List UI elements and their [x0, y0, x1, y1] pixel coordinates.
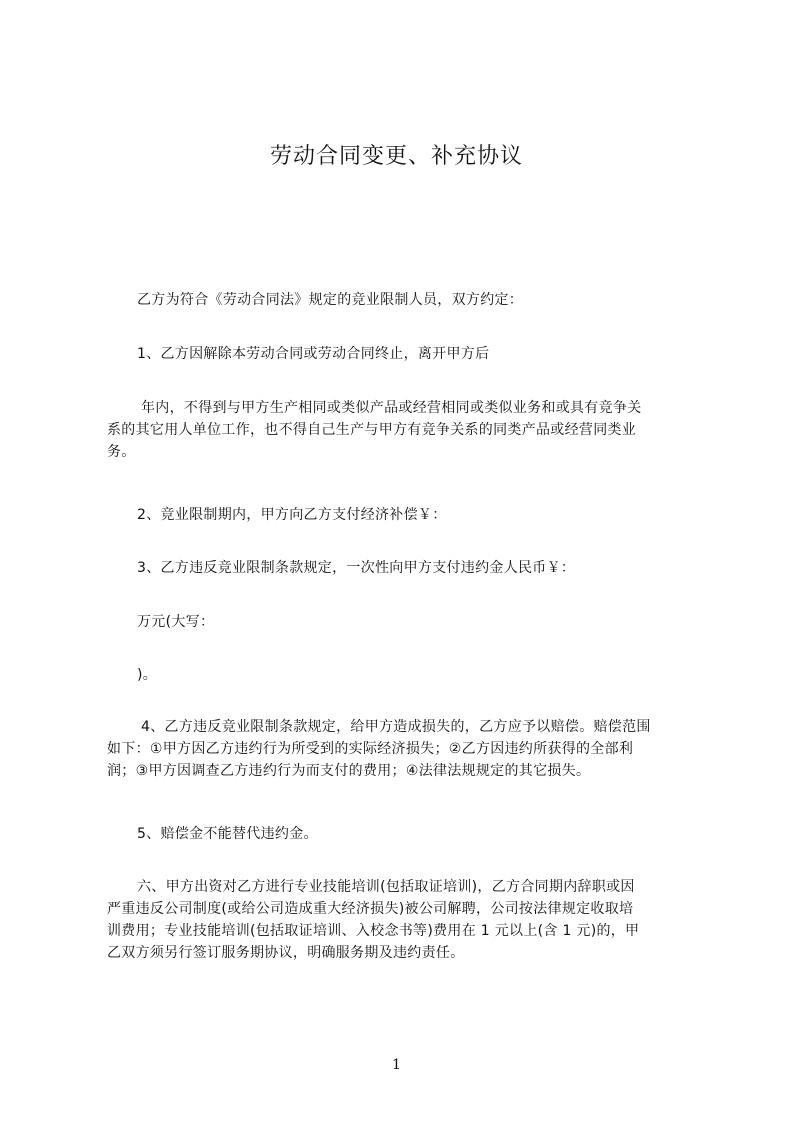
clause-3-amount: 万元(大写： — [137, 614, 215, 630]
clause-1-line: 系的其它用人单位工作，也不得自己生产与甲方有竞争关系的同类产品或经营同类业 — [107, 422, 637, 438]
clause-1-heading: 1、乙方因解除本劳动合同或劳动合同终止，离开甲方后 — [137, 346, 490, 362]
clause-3-close: )。 — [137, 667, 158, 683]
clause-6-line: 严重违反公司制度(或给公司造成重大经济损失)被公司解聘，公司按法律规定收取培 — [107, 901, 634, 917]
clause-6-line: 乙双方须另行签订服务期协议，明确服务期及违约责任。 — [107, 945, 465, 961]
clause-4 — [107, 716, 707, 782]
clause-4-line: 4、乙方违反竞业限制条款规定，给甲方造成损失的，乙方应予以赔偿。赔偿范围 — [141, 719, 651, 735]
clause-6-line: 六、甲方出资对乙方进行专业技能培训(包括取证培训)，乙方合同期内辞职或因 — [137, 879, 635, 895]
page-number: 1 — [392, 1057, 401, 1073]
clause-5: 5、赔偿金不能替代违约金。 — [137, 826, 318, 842]
clause-6-line: 训费用；专业技能培训(包括取证培训、入校念书等)费用在 1 元以上(含 1 元)的，甲 — [107, 923, 640, 939]
intro-paragraph: 乙方为符合《劳动合同法》规定的竞业限制人员，双方约定： — [137, 292, 524, 308]
clause-4-line: 如下：①甲方因乙方违约行为所受到的实际经济损失；②乙方因违约所获得的全部利 — [107, 741, 634, 757]
clause-4-line: 润；③甲方因调查乙方违约行为而支付的费用；④法律法规规定的其它损失。 — [107, 763, 591, 779]
page-title: 劳动合同变更、补充协议 — [269, 144, 523, 169]
clause-1-line: 年内，不得到与甲方生产相同或类似产品或经营相同或类似业务和或具有竞争关 — [141, 400, 642, 416]
clause-3: 3、乙方违反竞业限制条款规定，一次性向甲方支付违约金人民币￥： — [137, 560, 576, 576]
clause-2: 2、竞业限制期内，甲方向乙方支付经济补偿￥： — [137, 507, 447, 523]
clause-1-body — [107, 397, 707, 463]
clause-6 — [107, 876, 707, 964]
clause-1-line: 务。 — [107, 444, 136, 460]
